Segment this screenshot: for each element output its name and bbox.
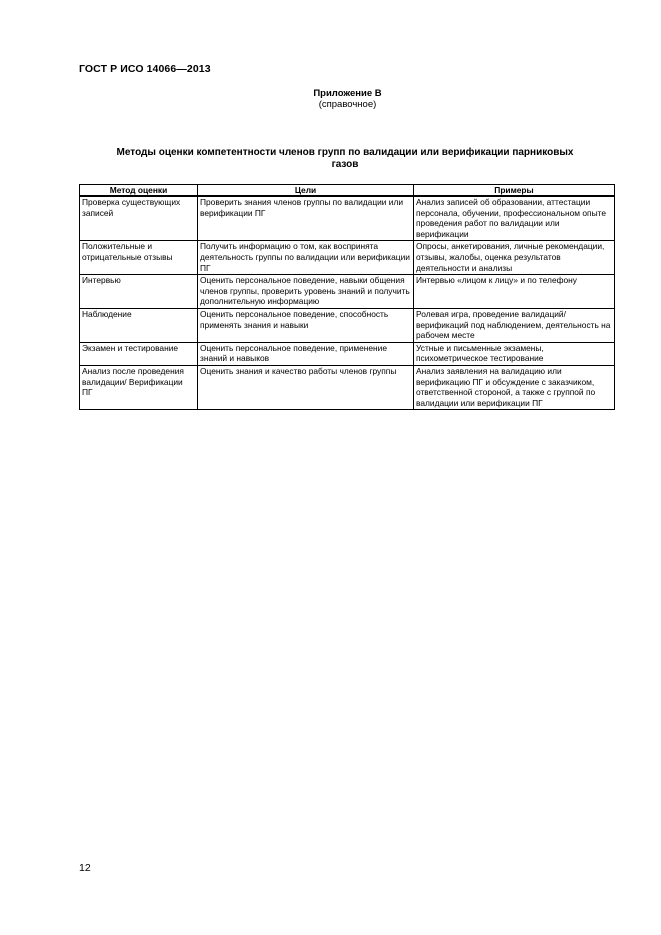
cell-goal: Оценить знания и качество работы членов группы — [198, 365, 414, 409]
cell-method: Проверка существующих записей — [80, 196, 198, 241]
table-row — [80, 196, 615, 241]
table-row — [80, 308, 615, 342]
cell-method: Анализ после проведения валидации/ Верификации ПГ — [80, 365, 198, 409]
table-row — [80, 275, 615, 309]
cell-method: Наблюдение — [80, 308, 198, 342]
column-header-method: Метод оценки — [80, 185, 198, 197]
appendix-note: (справочное) — [318, 99, 377, 110]
appendix-title: Приложение В — [313, 88, 382, 99]
column-header-goals: Цели — [198, 185, 414, 197]
table-row — [80, 342, 615, 365]
cell-goal: Оценить персональное поведение, навыки общения членов группы, проверить уровень знаний и получить дополнительную информацию — [198, 275, 414, 309]
cell-goal: Получить информацию о том, как воспринята деятельность группы по валидации или верификации ПГ — [198, 241, 414, 275]
cell-goal: Оценить персональное поведение, применение знаний и навыков — [198, 342, 414, 365]
document-title: Методы оценки компетентности членов групп по валидации или верификации парниковых газов — [116, 147, 574, 170]
cell-method: Экзамен и тестирование — [80, 342, 198, 365]
page-number: 12 — [79, 862, 91, 874]
table-header-row — [80, 185, 615, 197]
standard-code: ГОСТ Р ИСО 14066—2013 — [79, 63, 211, 75]
cell-example: Опросы, анкетирования, личные рекомендации, отзывы, жалобы, оценка результатов деятельности и анализы — [414, 241, 615, 275]
cell-method: Интервью — [80, 275, 198, 309]
cell-example: Анализ заявления на валидацию или верификацию ПГ и обсуждение с заказчиком, ответственной стороной, а также с группой по валидации или верификации ПГ — [414, 365, 615, 409]
table-row — [80, 241, 615, 275]
cell-example: Интервью «лицом к лицу» и по телефону — [414, 275, 615, 309]
cell-example: Устные и письменные экзамены, психометрическое тестирование — [414, 342, 615, 365]
assessment-methods-table — [79, 184, 615, 410]
cell-goal: Оценить персональное поведение, способность применять знания и навыки — [198, 308, 414, 342]
cell-method: Положительные и отрицательные отзывы — [80, 241, 198, 275]
column-header-examples: Примеры — [414, 185, 615, 197]
cell-goal: Проверить знания членов группы по валидации или верификации ПГ — [198, 196, 414, 241]
cell-example: Ролевая игра, проведение валидаций/верификаций под наблюдением, деятельность на рабочем месте — [414, 308, 615, 342]
cell-example: Анализ записей об образовании, аттестации персонала, обучении, профессиональном опыте проведения работ по валидации или верификации — [414, 196, 615, 241]
table-row — [80, 365, 615, 409]
